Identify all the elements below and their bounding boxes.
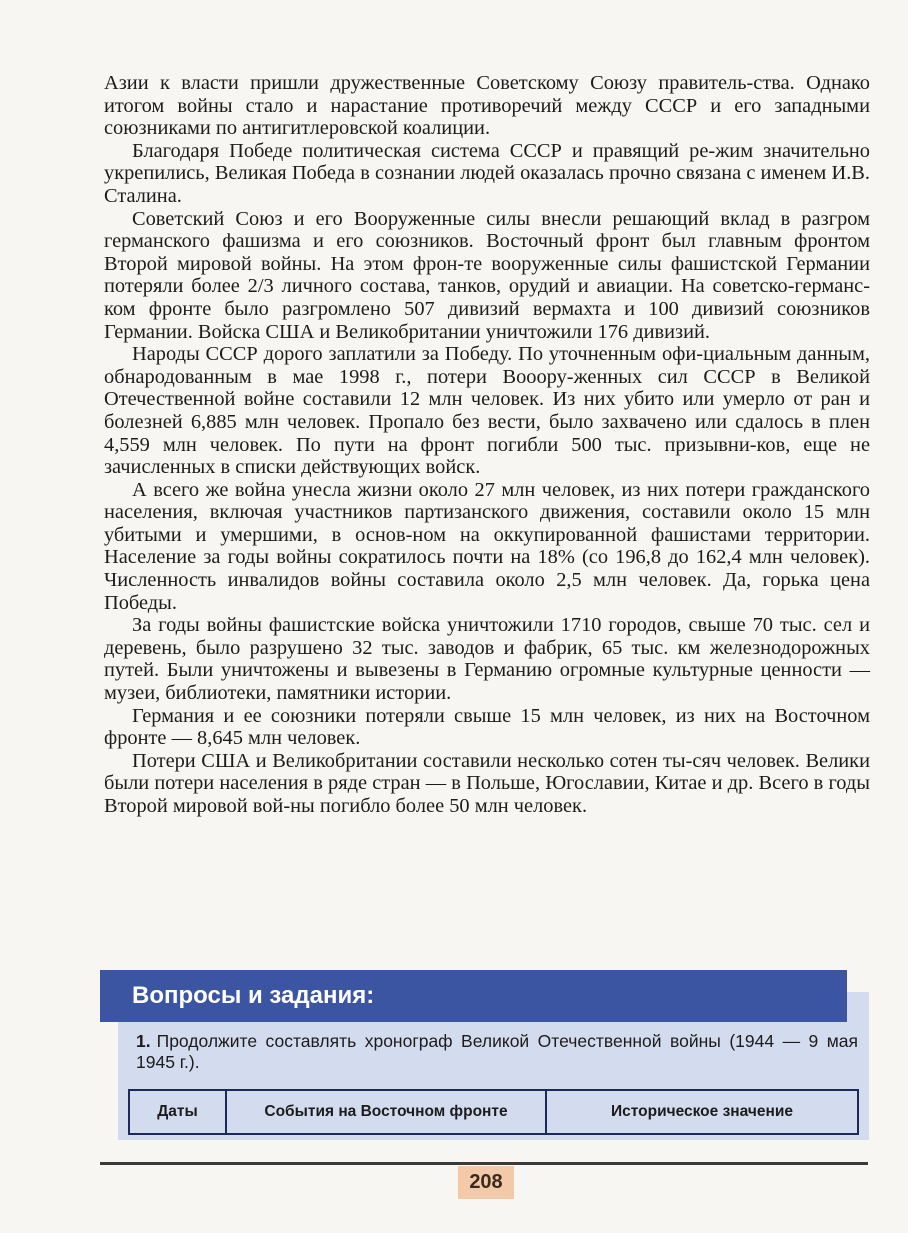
page-number: 208 — [458, 1166, 514, 1199]
question-number: 1. — [136, 1031, 151, 1051]
column-header-dates: Даты — [130, 1091, 227, 1133]
body-text — [104, 72, 870, 818]
paragraph: Советский Союз и его Вооруженные силы внесли решающий вклад в разгром германского фашизма и его союзников. Восточный фронт был главным фронтом Второй мировой войны. На этом фрон-те вооруженные силы фашистской Германии потеряли более 2/3 личного состава, танков, орудий и авиации. На советско-германс-ком фронте было разгромлено 507 дивизий вермахта и 100 дивизий союзников Германии. Войска США и Великобритании уничтожили 176 дивизий. — [104, 207, 870, 343]
questions-heading: Вопросы и задания: — [100, 970, 847, 1022]
column-header-events: События на Восточном фронте — [227, 1091, 547, 1133]
paragraph: Азии к власти пришли дружественные Советскому Союзу правитель-ства. Однако итогом войны стало и нарастание противоречий между СССР и его западными союзниками по антигитлеровской коалиции. — [104, 72, 870, 140]
paragraph: Благодаря Победе политическая система СССР и правящий ре-жим значительно укрепились, Великая Победа в сознании людей оказалась прочно связана с именем И.В. Сталина. — [104, 139, 870, 207]
question-item — [136, 1031, 858, 1073]
paragraph: Потери США и Великобритании составили несколько сотен ты-сяч человек. Велики были потери населения в ряде стран — в Польше, Югославии, Китае и др. Всего в годы Второй мировой вой-ны погибло более 50 млн человек. — [104, 749, 870, 817]
chronograph-table-header — [128, 1089, 859, 1135]
paragraph: А всего же война унесла жизни около 27 млн человек, из них потери гражданского населения, включая участников партизанского движения, составили около 15 млн убитыми и умершими, в основ-ном на оккупированной фашистами территории. Население за годы войны сократилось почти на 18% (со 196,8 до 162,4 млн человек). Численность инвалидов войны составила около 2,5 млн человек. Да, горька цена Победы. — [104, 478, 870, 614]
paragraph: За годы войны фашистские войска уничтожили 1710 городов, свыше 70 тыс. сел и деревень, было разрушено 32 тыс. заводов и фабрик, 65 тыс. км железнодорожных путей. Были уничтожены и вывезены в Германию огромные культурные ценности — музеи, библиотеки, памятники истории. — [104, 614, 870, 705]
column-header-significance: Историческое значение — [610, 1103, 794, 1120]
paragraph: Германия и ее союзники потеряли свыше 15 млн человек, из них на Восточном фронте — 8,645 млн человек. — [104, 704, 870, 750]
question-text: Продолжите составлять хронограф Великой Отечественной войны (1944 — 9 мая 1945 г.). — [136, 1031, 858, 1072]
footer-divider — [100, 1162, 868, 1165]
paragraph: Народы СССР дорого заплатили за Победу. По уточненным офи-циальным данным, обнародованным в мае 1998 г., потери Вооору-женных сил СССР в Великой Отечественной войне составили 12 млн человек. Из них убито или умерло от ран и болезней 6,885 млн человек. Пропало без вести, было захвачено или сдалось в плен 4,559 млн человек. По пути на фронт погибли 500 тыс. призывни-ков, еще не зачисленных в списки действующих войск. — [104, 343, 870, 479]
